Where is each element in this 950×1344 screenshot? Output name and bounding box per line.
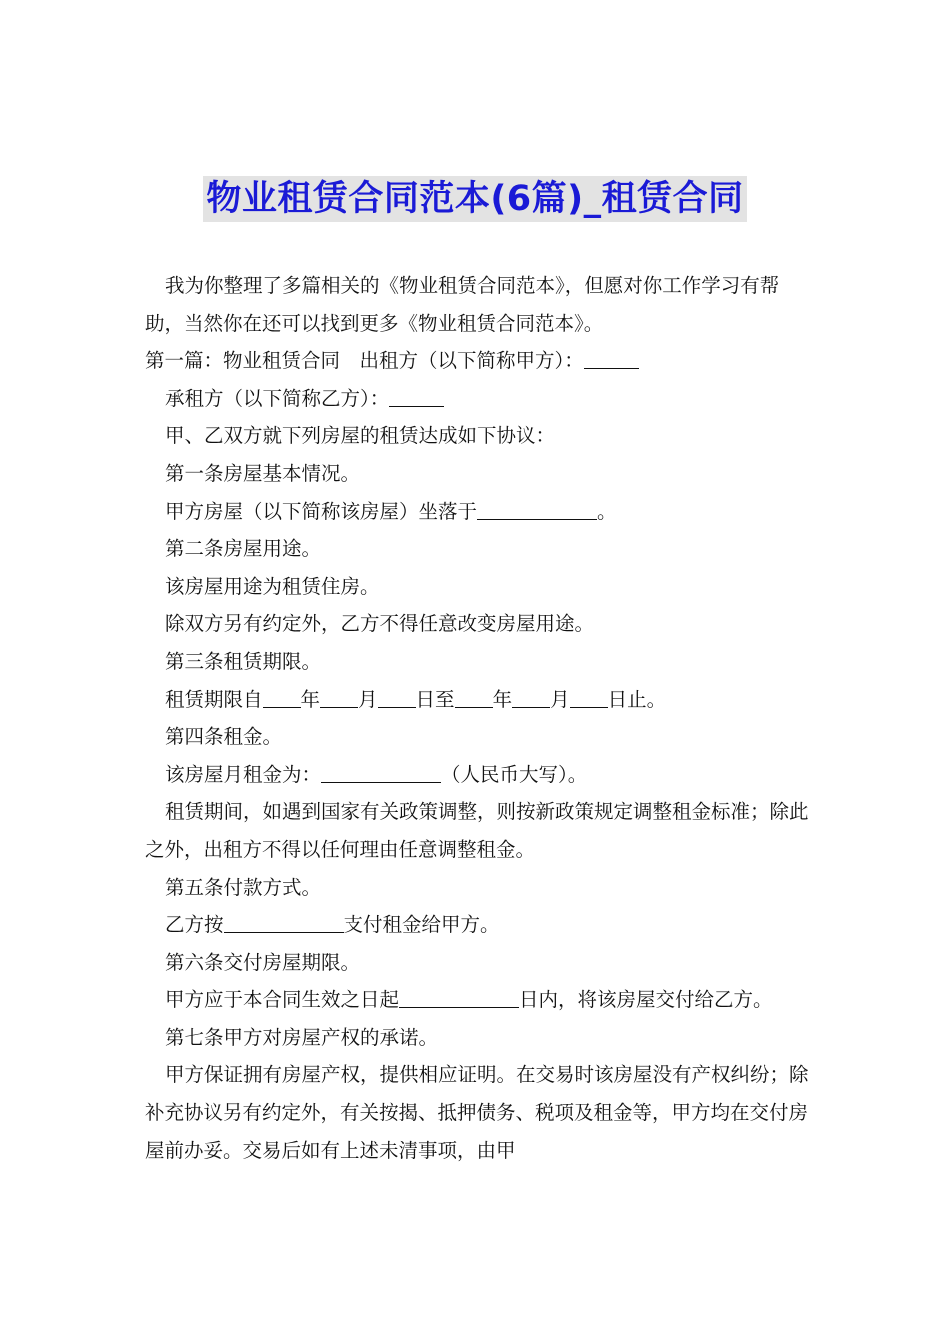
term-text-0: 租赁期限自 — [165, 687, 263, 711]
section1-heading-line — [145, 342, 810, 380]
article5-text — [145, 906, 810, 944]
article1-text-a: 甲方房屋（以下简称该房屋）坐落于 — [165, 499, 478, 523]
section1-heading-text: 第一篇：物业租赁合同 出租方（以下简称甲方）： — [145, 349, 584, 373]
article5-text-b: 支付租金给甲方。 — [343, 913, 500, 937]
payment-method-blank — [224, 912, 344, 933]
article6-text-a: 甲方应于本合同生效之日起 — [165, 988, 400, 1012]
term-text-2: 月 — [358, 687, 378, 711]
document-body — [145, 267, 810, 1169]
term-text-5: 月 — [550, 687, 570, 711]
end-day-blank — [570, 687, 608, 708]
lessee-line — [145, 380, 810, 418]
article7-title: 第七条甲方对房屋产权的承诺。 — [165, 1025, 439, 1049]
article4-text2: 租赁期间，如遇到国家有关政策调整，则按新政策规定调整租金标准；除此之外，出租方不得以任何理由任意调整租金。 — [145, 800, 809, 861]
agreement-line: 甲、乙双方就下列房屋的租赁达成如下协议： — [165, 424, 556, 448]
intro-paragraph: 我为你整理了多篇相关的《物业租赁合同范本》，但愿对你工作学习有帮助，当然你在还可以找到更多《物业租赁合同范本》。 — [145, 274, 780, 335]
rent-amount-blank — [321, 762, 441, 783]
article4-title: 第四条租金。 — [165, 725, 283, 749]
lessee-name-blank — [389, 386, 444, 407]
term-text-1: 年 — [300, 687, 321, 711]
article5-text-a: 乙方按 — [165, 913, 224, 937]
article5-title: 第五条付款方式。 — [165, 875, 322, 899]
article6-text-b: 日内，将该房屋交付给乙方。 — [519, 988, 773, 1012]
title-container — [0, 176, 950, 222]
article2-text1: 该房屋用途为租赁住房。 — [165, 574, 380, 598]
start-day-blank — [378, 687, 416, 708]
start-month-blank — [320, 687, 358, 708]
article1-text — [145, 493, 810, 531]
article4-text — [145, 756, 810, 794]
delivery-days-blank — [399, 987, 519, 1008]
term-text-6: 日止。 — [607, 687, 667, 711]
article1-text-b: 。 — [597, 499, 617, 523]
end-month-blank — [512, 687, 550, 708]
article2-title: 第二条房屋用途。 — [165, 537, 322, 561]
end-year-blank — [455, 687, 493, 708]
term-text-4: 年 — [492, 687, 513, 711]
article7-text: 甲方保证拥有房屋产权，提供相应证明。在交易时该房屋没有产权纠纷；除补充协议另有约定外，有关按揭、抵押债务、税项及租金等，甲方均在交付房屋前办妥。交易后如有上述未清事项，由甲 — [145, 1063, 809, 1162]
lessor-name-blank — [584, 348, 639, 369]
document-title: 物业租赁合同范本(6篇)_租赁合同 — [203, 176, 746, 222]
article6-text — [145, 981, 810, 1019]
article3-title: 第三条租赁期限。 — [165, 649, 322, 673]
article6-title: 第六条交付房屋期限。 — [165, 950, 361, 974]
location-blank — [477, 499, 597, 520]
article4-text-a: 该房屋月租金为： — [165, 762, 322, 786]
article2-text2: 除双方另有约定外，乙方不得任意改变房屋用途。 — [165, 612, 595, 636]
article3-text — [145, 681, 810, 719]
term-text-3: 日至 — [415, 687, 455, 711]
lessee-label: 承租方（以下简称乙方）： — [165, 386, 390, 410]
article4-text-b: （人民币大写）。 — [441, 762, 588, 786]
start-year-blank — [263, 687, 301, 708]
article1-title: 第一条房屋基本情况。 — [165, 461, 361, 485]
